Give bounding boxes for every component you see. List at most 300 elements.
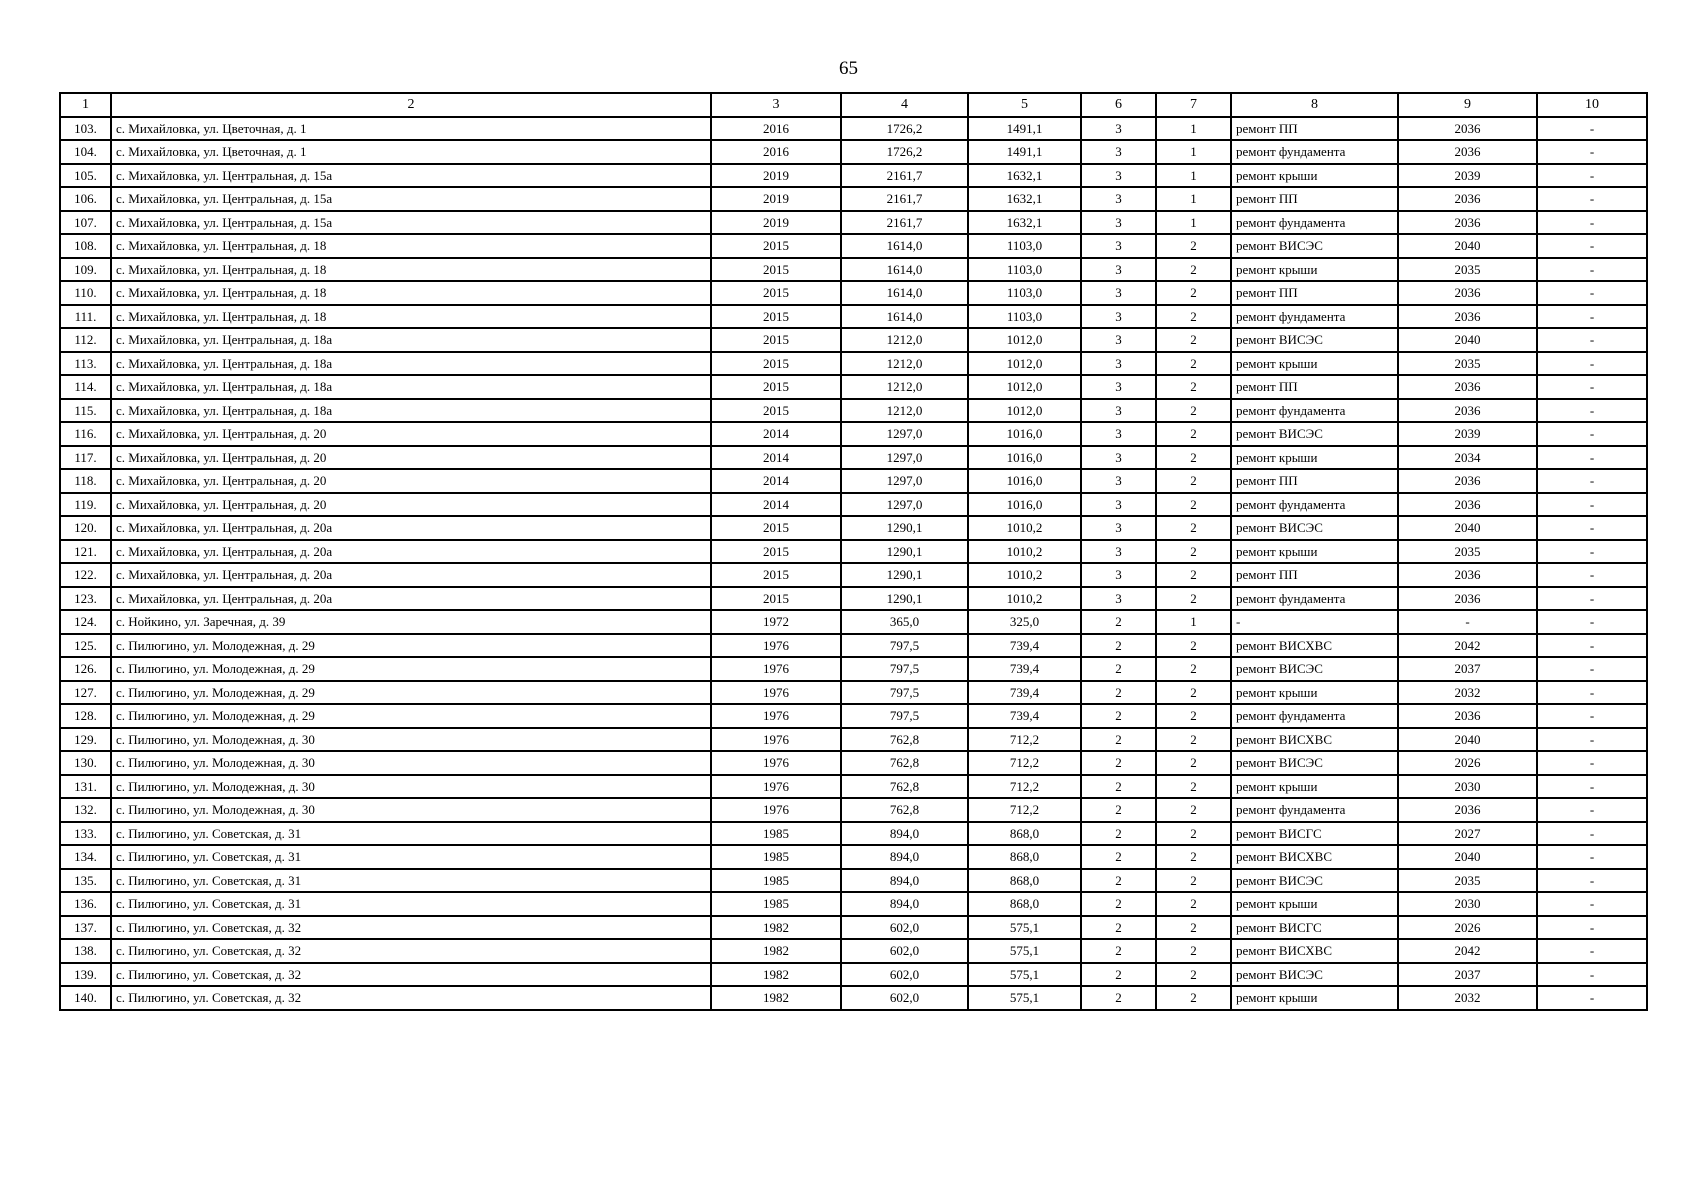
cell-living-area: 575,1 [968, 986, 1081, 1010]
cell-address: с. Михайловка, ул. Центральная, д. 20а [111, 516, 711, 540]
cell-entrances: 2 [1156, 916, 1231, 940]
cell-living-area: 1016,0 [968, 493, 1081, 517]
cell-note: - [1537, 516, 1647, 540]
table-row [60, 117, 1647, 141]
cell-living-area: 739,4 [968, 634, 1081, 658]
cell-row-number: 138. [60, 939, 111, 963]
cell-repair-type: - [1231, 610, 1398, 634]
table-row [60, 775, 1647, 799]
column-number-row [60, 93, 1647, 117]
cell-living-area: 739,4 [968, 681, 1081, 705]
cell-floors: 2 [1081, 869, 1156, 893]
cell-note: - [1537, 587, 1647, 611]
cell-repair-type: ремонт ПП [1231, 281, 1398, 305]
cell-repair-type: ремонт крыши [1231, 775, 1398, 799]
cell-year-built: 2019 [711, 211, 841, 235]
cell-note: - [1537, 728, 1647, 752]
cell-address: с. Михайловка, ул. Центральная, д. 18 [111, 281, 711, 305]
cell-repair-year: 2037 [1398, 963, 1537, 987]
cell-repair-year: 2036 [1398, 305, 1537, 329]
cell-year-built: 2015 [711, 352, 841, 376]
cell-total-area: 1614,0 [841, 281, 968, 305]
cell-row-number: 136. [60, 892, 111, 916]
column-header: 9 [1398, 93, 1537, 117]
cell-floors: 3 [1081, 164, 1156, 188]
cell-floors: 2 [1081, 798, 1156, 822]
cell-year-built: 1985 [711, 869, 841, 893]
cell-year-built: 2016 [711, 140, 841, 164]
cell-row-number: 109. [60, 258, 111, 282]
cell-note: - [1537, 211, 1647, 235]
table-row [60, 563, 1647, 587]
cell-repair-year: 2036 [1398, 117, 1537, 141]
cell-year-built: 2015 [711, 328, 841, 352]
cell-year-built: 2014 [711, 469, 841, 493]
cell-entrances: 1 [1156, 610, 1231, 634]
cell-year-built: 2014 [711, 493, 841, 517]
cell-row-number: 105. [60, 164, 111, 188]
cell-year-built: 2015 [711, 540, 841, 564]
cell-floors: 2 [1081, 892, 1156, 916]
cell-address: с. Пилюгино, ул. Советская, д. 32 [111, 916, 711, 940]
cell-total-area: 894,0 [841, 892, 968, 916]
cell-row-number: 111. [60, 305, 111, 329]
cell-year-built: 1985 [711, 892, 841, 916]
cell-total-area: 2161,7 [841, 164, 968, 188]
cell-entrances: 1 [1156, 211, 1231, 235]
cell-repair-year: 2042 [1398, 634, 1537, 658]
cell-note: - [1537, 986, 1647, 1010]
cell-repair-year: 2027 [1398, 822, 1537, 846]
cell-address: с. Михайловка, ул. Центральная, д. 20 [111, 422, 711, 446]
cell-floors: 3 [1081, 375, 1156, 399]
cell-total-area: 797,5 [841, 681, 968, 705]
cell-year-built: 2014 [711, 422, 841, 446]
cell-repair-type: ремонт ВИСЭС [1231, 751, 1398, 775]
cell-total-area: 1614,0 [841, 305, 968, 329]
cell-repair-type: ремонт крыши [1231, 540, 1398, 564]
cell-floors: 3 [1081, 399, 1156, 423]
cell-address: с. Пилюгино, ул. Молодежная, д. 30 [111, 751, 711, 775]
cell-address: с. Михайловка, ул. Центральная, д. 18а [111, 352, 711, 376]
cell-repair-year: 2034 [1398, 446, 1537, 470]
table-row [60, 587, 1647, 611]
cell-repair-year: 2036 [1398, 563, 1537, 587]
cell-address: с. Пилюгино, ул. Советская, д. 31 [111, 892, 711, 916]
cell-total-area: 762,8 [841, 728, 968, 752]
cell-living-area: 1012,0 [968, 375, 1081, 399]
cell-living-area: 1010,2 [968, 516, 1081, 540]
cell-floors: 2 [1081, 657, 1156, 681]
cell-living-area: 1491,1 [968, 117, 1081, 141]
cell-repair-year: 2032 [1398, 681, 1537, 705]
cell-floors: 2 [1081, 681, 1156, 705]
cell-entrances: 2 [1156, 281, 1231, 305]
cell-row-number: 110. [60, 281, 111, 305]
cell-repair-type: ремонт фундамента [1231, 587, 1398, 611]
cell-living-area: 712,2 [968, 751, 1081, 775]
cell-entrances: 1 [1156, 117, 1231, 141]
cell-floors: 2 [1081, 963, 1156, 987]
cell-address: с. Михайловка, ул. Центральная, д. 20 [111, 493, 711, 517]
cell-repair-year: - [1398, 610, 1537, 634]
cell-year-built: 2019 [711, 164, 841, 188]
table-row [60, 939, 1647, 963]
cell-living-area: 1012,0 [968, 352, 1081, 376]
table-row [60, 352, 1647, 376]
cell-address: с. Пилюгино, ул. Советская, д. 32 [111, 963, 711, 987]
cell-address: с. Михайловка, ул. Центральная, д. 18 [111, 305, 711, 329]
cell-floors: 3 [1081, 516, 1156, 540]
cell-entrances: 2 [1156, 939, 1231, 963]
cell-year-built: 1976 [711, 681, 841, 705]
cell-row-number: 139. [60, 963, 111, 987]
column-header: 10 [1537, 93, 1647, 117]
cell-address: с. Михайловка, ул. Центральная, д. 18а [111, 375, 711, 399]
cell-entrances: 2 [1156, 563, 1231, 587]
cell-year-built: 1976 [711, 657, 841, 681]
cell-floors: 3 [1081, 187, 1156, 211]
cell-year-built: 2015 [711, 375, 841, 399]
cell-living-area: 575,1 [968, 963, 1081, 987]
cell-total-area: 2161,7 [841, 187, 968, 211]
cell-repair-type: ремонт ВИСЭС [1231, 657, 1398, 681]
column-header: 1 [60, 93, 111, 117]
cell-floors: 3 [1081, 540, 1156, 564]
cell-repair-year: 2035 [1398, 869, 1537, 893]
cell-repair-year: 2036 [1398, 704, 1537, 728]
cell-living-area: 1012,0 [968, 328, 1081, 352]
cell-living-area: 1010,2 [968, 587, 1081, 611]
cell-repair-type: ремонт ВИСХВС [1231, 728, 1398, 752]
table-row [60, 610, 1647, 634]
cell-address: с. Михайловка, ул. Центральная, д. 15а [111, 211, 711, 235]
cell-year-built: 1982 [711, 963, 841, 987]
cell-row-number: 114. [60, 375, 111, 399]
cell-repair-type: ремонт фундамента [1231, 704, 1398, 728]
cell-row-number: 122. [60, 563, 111, 587]
cell-floors: 3 [1081, 446, 1156, 470]
cell-note: - [1537, 234, 1647, 258]
cell-row-number: 128. [60, 704, 111, 728]
table-row [60, 916, 1647, 940]
cell-year-built: 1976 [711, 728, 841, 752]
cell-repair-type: ремонт ВИСХВС [1231, 845, 1398, 869]
cell-year-built: 1976 [711, 704, 841, 728]
cell-repair-type: ремонт фундамента [1231, 798, 1398, 822]
cell-entrances: 2 [1156, 328, 1231, 352]
cell-year-built: 1982 [711, 939, 841, 963]
cell-entrances: 2 [1156, 422, 1231, 446]
cell-row-number: 137. [60, 916, 111, 940]
table-row [60, 963, 1647, 987]
cell-floors: 2 [1081, 728, 1156, 752]
cell-row-number: 130. [60, 751, 111, 775]
cell-repair-type: ремонт крыши [1231, 892, 1398, 916]
cell-address: с. Пилюгино, ул. Молодежная, д. 30 [111, 775, 711, 799]
cell-entrances: 2 [1156, 775, 1231, 799]
column-header: 5 [968, 93, 1081, 117]
cell-note: - [1537, 634, 1647, 658]
cell-entrances: 2 [1156, 681, 1231, 705]
cell-note: - [1537, 610, 1647, 634]
table-row [60, 704, 1647, 728]
cell-living-area: 1012,0 [968, 399, 1081, 423]
column-header: 7 [1156, 93, 1231, 117]
cell-entrances: 2 [1156, 634, 1231, 658]
cell-repair-year: 2036 [1398, 281, 1537, 305]
table-row [60, 681, 1647, 705]
table-row [60, 798, 1647, 822]
cell-living-area: 1103,0 [968, 234, 1081, 258]
table-row [60, 751, 1647, 775]
cell-floors: 3 [1081, 258, 1156, 282]
cell-total-area: 797,5 [841, 634, 968, 658]
cell-row-number: 119. [60, 493, 111, 517]
cell-note: - [1537, 258, 1647, 282]
cell-row-number: 117. [60, 446, 111, 470]
cell-repair-year: 2036 [1398, 587, 1537, 611]
table-row [60, 540, 1647, 564]
cell-row-number: 135. [60, 869, 111, 893]
cell-row-number: 127. [60, 681, 111, 705]
cell-year-built: 1982 [711, 916, 841, 940]
cell-row-number: 112. [60, 328, 111, 352]
table-row [60, 469, 1647, 493]
column-header: 8 [1231, 93, 1398, 117]
cell-note: - [1537, 422, 1647, 446]
cell-row-number: 118. [60, 469, 111, 493]
cell-address: с. Михайловка, ул. Центральная, д. 15а [111, 187, 711, 211]
cell-floors: 3 [1081, 140, 1156, 164]
cell-living-area: 1103,0 [968, 281, 1081, 305]
cell-note: - [1537, 681, 1647, 705]
cell-year-built: 2015 [711, 563, 841, 587]
cell-row-number: 123. [60, 587, 111, 611]
cell-address: с. Нойкино, ул. Заречная, д. 39 [111, 610, 711, 634]
cell-total-area: 762,8 [841, 798, 968, 822]
cell-living-area: 868,0 [968, 869, 1081, 893]
cell-note: - [1537, 916, 1647, 940]
cell-address: с. Пилюгино, ул. Молодежная, д. 29 [111, 704, 711, 728]
cell-address: с. Пилюгино, ул. Советская, д. 31 [111, 845, 711, 869]
cell-living-area: 1632,1 [968, 187, 1081, 211]
cell-floors: 2 [1081, 916, 1156, 940]
cell-entrances: 2 [1156, 375, 1231, 399]
cell-entrances: 2 [1156, 728, 1231, 752]
cell-note: - [1537, 657, 1647, 681]
cell-living-area: 1016,0 [968, 422, 1081, 446]
cell-repair-type: ремонт ВИСЭС [1231, 869, 1398, 893]
cell-total-area: 894,0 [841, 822, 968, 846]
cell-living-area: 1016,0 [968, 469, 1081, 493]
cell-repair-type: ремонт ВИСХВС [1231, 634, 1398, 658]
cell-living-area: 1491,1 [968, 140, 1081, 164]
cell-address: с. Михайловка, ул. Цветочная, д. 1 [111, 140, 711, 164]
cell-entrances: 1 [1156, 140, 1231, 164]
table-row [60, 258, 1647, 282]
cell-year-built: 2015 [711, 234, 841, 258]
cell-entrances: 2 [1156, 869, 1231, 893]
cell-row-number: 106. [60, 187, 111, 211]
cell-repair-type: ремонт крыши [1231, 446, 1398, 470]
cell-living-area: 325,0 [968, 610, 1081, 634]
cell-row-number: 103. [60, 117, 111, 141]
cell-living-area: 739,4 [968, 704, 1081, 728]
table-row [60, 845, 1647, 869]
cell-floors: 2 [1081, 634, 1156, 658]
cell-note: - [1537, 164, 1647, 188]
cell-living-area: 712,2 [968, 798, 1081, 822]
cell-note: - [1537, 822, 1647, 846]
cell-address: с. Пилюгино, ул. Молодежная, д. 30 [111, 798, 711, 822]
cell-total-area: 1290,1 [841, 587, 968, 611]
cell-note: - [1537, 117, 1647, 141]
cell-total-area: 1212,0 [841, 328, 968, 352]
cell-total-area: 762,8 [841, 751, 968, 775]
cell-repair-year: 2036 [1398, 211, 1537, 235]
cell-year-built: 2015 [711, 258, 841, 282]
cell-floors: 3 [1081, 234, 1156, 258]
cell-total-area: 1614,0 [841, 234, 968, 258]
cell-repair-year: 2036 [1398, 399, 1537, 423]
cell-total-area: 1297,0 [841, 446, 968, 470]
cell-repair-type: ремонт ПП [1231, 563, 1398, 587]
cell-row-number: 108. [60, 234, 111, 258]
cell-floors: 2 [1081, 775, 1156, 799]
cell-note: - [1537, 540, 1647, 564]
cell-repair-type: ремонт ВИСЭС [1231, 234, 1398, 258]
cell-year-built: 1985 [711, 822, 841, 846]
cell-year-built: 2015 [711, 399, 841, 423]
cell-address: с. Михайловка, ул. Центральная, д. 20а [111, 587, 711, 611]
cell-address: с. Пилюгино, ул. Молодежная, д. 30 [111, 728, 711, 752]
table-row [60, 375, 1647, 399]
cell-year-built: 2014 [711, 446, 841, 470]
cell-repair-type: ремонт ПП [1231, 469, 1398, 493]
cell-total-area: 365,0 [841, 610, 968, 634]
cell-floors: 3 [1081, 493, 1156, 517]
table-row [60, 446, 1647, 470]
cell-living-area: 712,2 [968, 775, 1081, 799]
table-row [60, 657, 1647, 681]
table-row [60, 211, 1647, 235]
table-row [60, 728, 1647, 752]
cell-address: с. Пилюгино, ул. Молодежная, д. 29 [111, 681, 711, 705]
cell-repair-type: ремонт ВИСЭС [1231, 516, 1398, 540]
cell-note: - [1537, 446, 1647, 470]
cell-entrances: 1 [1156, 187, 1231, 211]
cell-total-area: 1297,0 [841, 422, 968, 446]
table-row [60, 516, 1647, 540]
cell-year-built: 1985 [711, 845, 841, 869]
cell-row-number: 129. [60, 728, 111, 752]
cell-repair-type: ремонт ВИСХВС [1231, 939, 1398, 963]
cell-row-number: 134. [60, 845, 111, 869]
cell-floors: 3 [1081, 422, 1156, 446]
cell-repair-year: 2037 [1398, 657, 1537, 681]
cell-entrances: 2 [1156, 986, 1231, 1010]
cell-row-number: 121. [60, 540, 111, 564]
cell-floors: 3 [1081, 211, 1156, 235]
cell-entrances: 2 [1156, 516, 1231, 540]
cell-total-area: 2161,7 [841, 211, 968, 235]
cell-year-built: 1982 [711, 986, 841, 1010]
cell-repair-type: ремонт ВИСЭС [1231, 422, 1398, 446]
cell-entrances: 2 [1156, 469, 1231, 493]
cell-entrances: 2 [1156, 892, 1231, 916]
cell-repair-type: ремонт ВИСГС [1231, 916, 1398, 940]
cell-row-number: 120. [60, 516, 111, 540]
cell-floors: 2 [1081, 751, 1156, 775]
cell-living-area: 712,2 [968, 728, 1081, 752]
column-header: 2 [111, 93, 711, 117]
cell-repair-year: 2035 [1398, 352, 1537, 376]
cell-repair-type: ремонт крыши [1231, 258, 1398, 282]
column-header: 3 [711, 93, 841, 117]
cell-note: - [1537, 892, 1647, 916]
cell-entrances: 2 [1156, 845, 1231, 869]
cell-total-area: 1212,0 [841, 399, 968, 423]
cell-row-number: 131. [60, 775, 111, 799]
cell-entrances: 2 [1156, 352, 1231, 376]
cell-row-number: 133. [60, 822, 111, 846]
cell-note: - [1537, 469, 1647, 493]
cell-address: с. Пилюгино, ул. Молодежная, д. 29 [111, 634, 711, 658]
cell-repair-type: ремонт крыши [1231, 164, 1398, 188]
cell-note: - [1537, 493, 1647, 517]
table-row [60, 892, 1647, 916]
cell-row-number: 132. [60, 798, 111, 822]
cell-address: с. Михайловка, ул. Центральная, д. 18 [111, 258, 711, 282]
cell-entrances: 2 [1156, 446, 1231, 470]
cell-note: - [1537, 375, 1647, 399]
cell-repair-type: ремонт ПП [1231, 117, 1398, 141]
table-row [60, 328, 1647, 352]
cell-living-area: 1010,2 [968, 540, 1081, 564]
table-row [60, 634, 1647, 658]
cell-address: с. Михайловка, ул. Центральная, д. 18а [111, 399, 711, 423]
cell-repair-type: ремонт ПП [1231, 375, 1398, 399]
cell-floors: 3 [1081, 281, 1156, 305]
cell-entrances: 2 [1156, 305, 1231, 329]
cell-repair-year: 2036 [1398, 375, 1537, 399]
cell-row-number: 124. [60, 610, 111, 634]
cell-entrances: 2 [1156, 258, 1231, 282]
cell-total-area: 1726,2 [841, 117, 968, 141]
capital-repair-table [59, 92, 1648, 1011]
cell-repair-type: ремонт ВИСГС [1231, 822, 1398, 846]
cell-living-area: 575,1 [968, 916, 1081, 940]
cell-address: с. Пилюгино, ул. Молодежная, д. 29 [111, 657, 711, 681]
table-row [60, 164, 1647, 188]
cell-row-number: 115. [60, 399, 111, 423]
column-header: 6 [1081, 93, 1156, 117]
cell-entrances: 2 [1156, 493, 1231, 517]
cell-repair-year: 2040 [1398, 234, 1537, 258]
cell-row-number: 113. [60, 352, 111, 376]
cell-entrances: 2 [1156, 822, 1231, 846]
cell-note: - [1537, 845, 1647, 869]
cell-year-built: 1976 [711, 798, 841, 822]
cell-floors: 2 [1081, 610, 1156, 634]
cell-repair-year: 2032 [1398, 986, 1537, 1010]
cell-repair-type: ремонт фундамента [1231, 305, 1398, 329]
cell-floors: 2 [1081, 845, 1156, 869]
cell-address: с. Пилюгино, ул. Советская, д. 31 [111, 822, 711, 846]
table-row [60, 869, 1647, 893]
cell-repair-type: ремонт крыши [1231, 681, 1398, 705]
